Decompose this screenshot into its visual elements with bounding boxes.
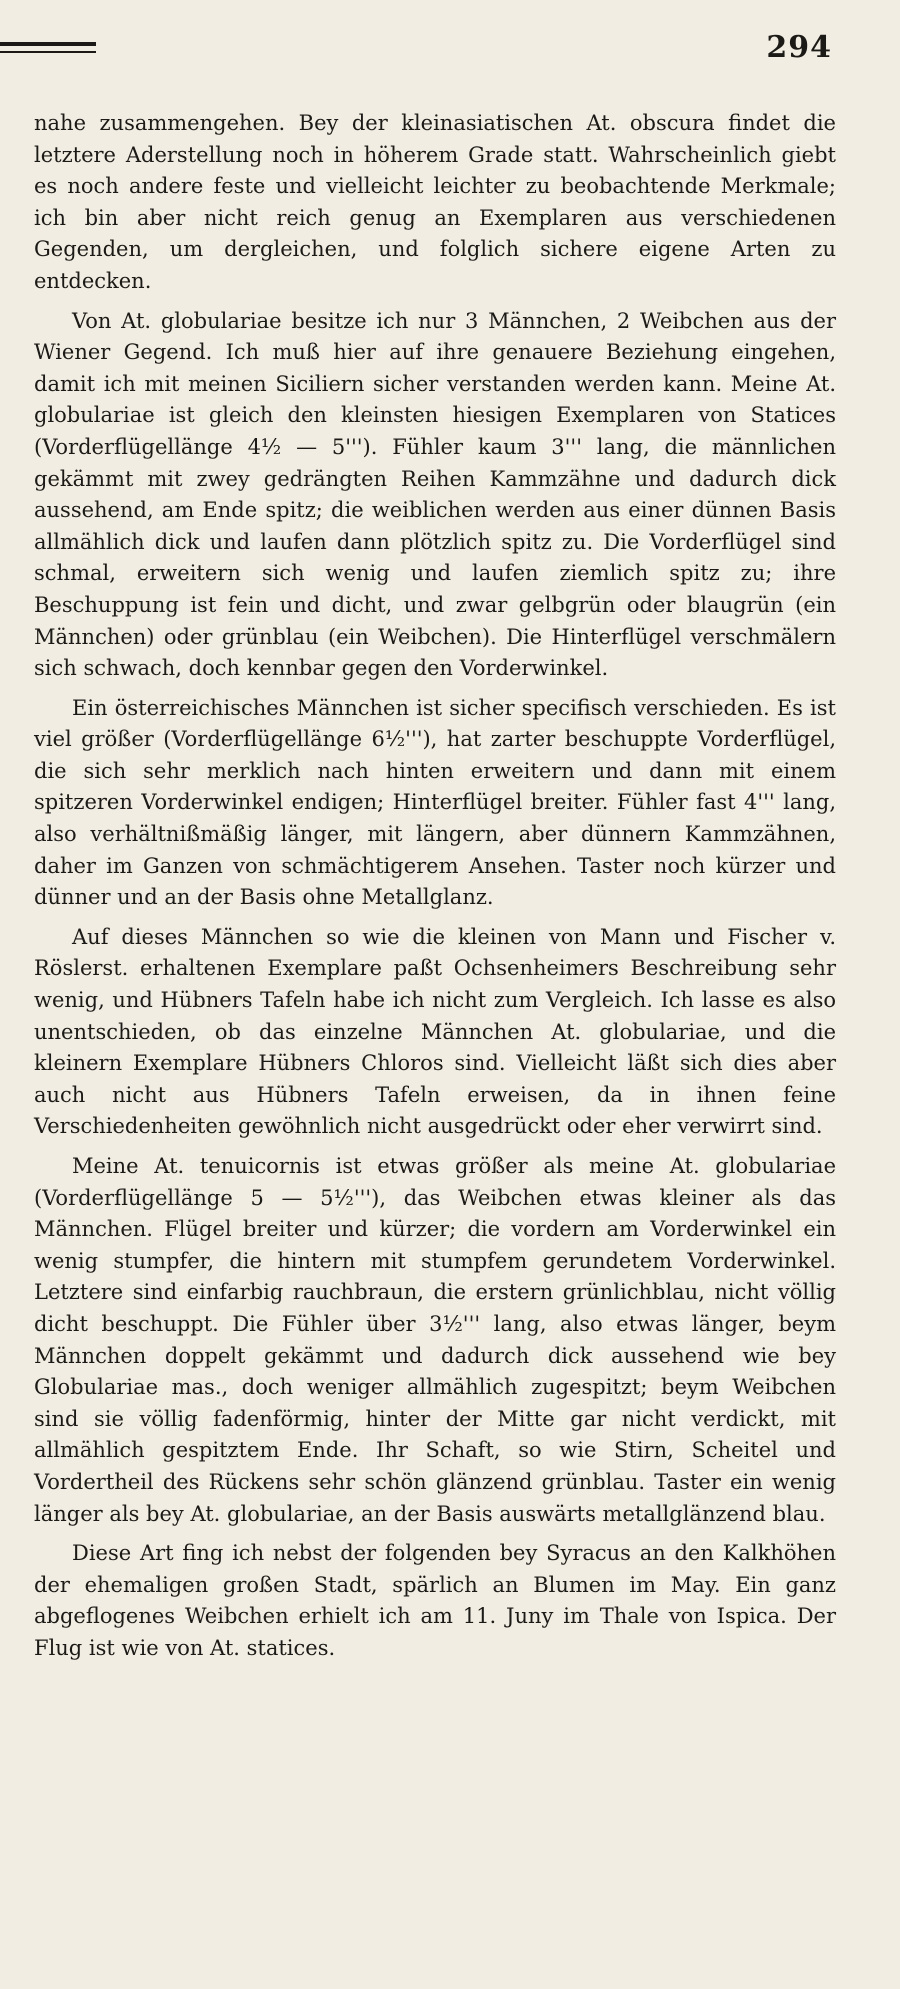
paragraph-6: Diese Art fing ich nebst der folgenden bey Syracus an den Kalkhöhen der ehemaligen großen Stadt, spärlich an Blumen im May. Ein ganz abgeflogenes Weibchen erhielt ich am 11. Juny im Thale von Ispica. Der Flug ist wie von At. statices.	[34, 1541, 836, 1660]
header-rule	[0, 42, 96, 46]
paragraph-3: Ein österreichisches Männchen ist sicher specifisch verschieden. Es ist viel größer (Vorderflügellänge 6½'''), hat zarter beschuppte Vorderflügel, die sich sehr merklich nach hinten erweitern und dann mit einem spitzeren Vorderwinkel endigen; Hinterflügel breiter. Fühler fast 4''' lang, also verhältnißmäßig länger, mit längern, aber dünnern Kammzähnen, daher im Ganzen von schmächtigerem Ansehen. Taster noch kürzer und dünner und an der Basis ohne Metallglanz.	[34, 695, 836, 910]
paragraph-1: nahe zusammengehen. Bey der kleinasiatischen At. obscura findet die letztere Aderstellung noch in höherem Grade statt. Wahrscheinlich giebt es noch andere feste und vielleicht leichter zu beobachtende Merkmale; ich bin aber nicht reich genug an Exemplaren aus verschiedenen Gegenden, um dergleichen, und folglich sichere eigene Arten zu entdecken.	[34, 111, 836, 293]
page-number: 294	[766, 30, 832, 65]
paragraph-2: Von At. globulariae besitze ich nur 3 Männchen, 2 Weibchen aus der Wiener Gegend. Ich muß hier auf ihre genauere Beziehung eingehen, damit ich mit meinen Siciliern sicher verstanden werden kann. Meine At. globulariae ist gleich den kleinsten hiesigen Exemplaren von Statices (Vorderflügellänge 4½ — 5'''). Fühler kaum 3''' lang, die männlichen gekämmt mit zwey gedrängten Reihen Kammzähne und dadurch dick aussehend, am Ende spitz; die weiblichen werden aus einer dünnen Basis allmählich dick und laufen dann plötzlich spitz zu. Die Vorderflügel sind schmal, erweitern sich wenig und laufen ziemlich spitz zu; ihre Beschuppung ist fein und dicht, und zwar gelbgrün oder blaugrün (ein Männchen) oder grünblau (ein Weibchen). Die Hinterflügel verschmälern sich schwach, doch kennbar gegen den Vorderwinkel.	[34, 308, 836, 681]
body-text	[34, 108, 836, 1665]
header-rule-thin	[0, 51, 96, 53]
paragraph-5: Meine At. tenuicornis ist etwas größer als meine At. globulariae (Vorderflügellänge 5 — 5½'''), das Weibchen etwas kleiner als das Männchen. Flügel breiter und kürzer; die vordern am Vorderwinkel ein wenig stumpfer, die hintern mit stumpfem gerundetem Vorderwinkel. Letztere sind einfarbig rauchbraun, die erstern grünlichblau, nicht völlig dicht beschuppt. Die Fühler über 3½''' lang, also etwas länger, beym Männchen doppelt gekämmt und dadurch dick aussehend wie bey Globulariae mas., doch weniger allmählich zugespitzt; beym Weibchen sind sie völlig fadenförmig, hinter der Mitte gar nicht verdickt, mit allmählich gespitztem Ende. Ihr Schaft, so wie Stirn, Scheitel und Vordertheil des Rückens sehr schön glänzend grünblau. Taster ein wenig länger als bey At. globulariae, an der Basis auswärts metallglänzend blau.	[34, 1154, 836, 1526]
paragraph-4: Auf dieses Männchen so wie die kleinen von Mann und Fischer v. Röslerst. erhaltenen Exemplare paßt Ochsenheimers Beschreibung sehr wenig, und Hübners Tafeln habe ich nicht zum Vergleich. Ich lasse es also unentschieden, ob das einzelne Männchen At. globulariae, und die kleinern Exemplare Hübners Chloros sind. Vielleicht läßt sich dies aber auch nicht aus Hübners Tafeln erweisen, da in ihnen feine Verschiedenheiten gewöhnlich nicht ausgedrückt oder eher verwirrt sind.	[34, 924, 836, 1139]
